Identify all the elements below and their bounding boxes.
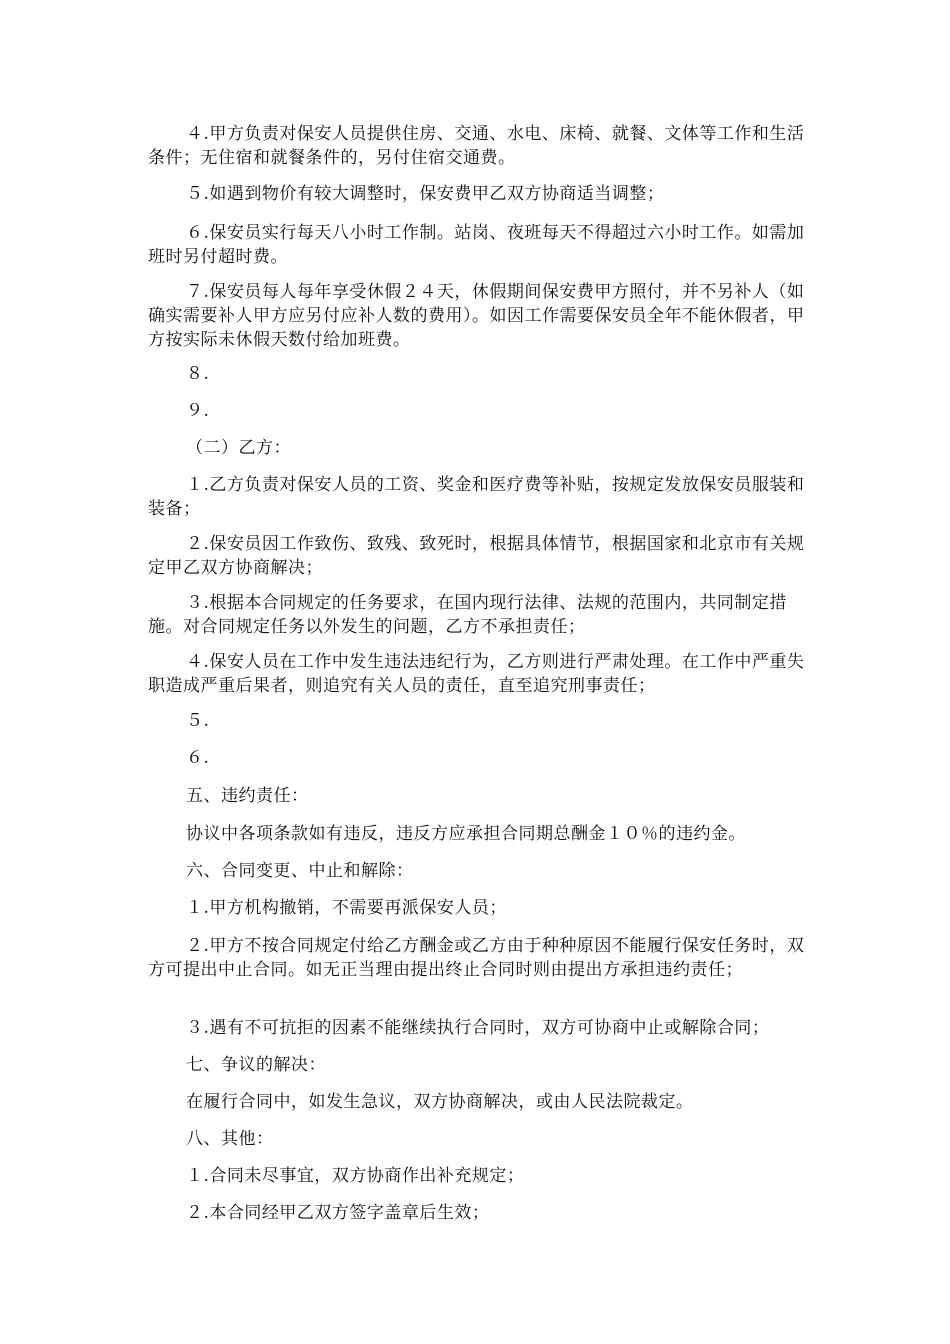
paragraph-breach: 协议中各项条款如有违反，违反方应承担合同期总酬金１０％的违约金。	[186, 824, 746, 844]
paragraph-jia-7: ７.保安员每人每年享受休假２４天，休假期间保安费甲方照付，并不另补人（如确实需要补人甲方应另付应补人数的费用）。如因工作需要保安员全年不能休假者，甲方按实际未休假天数付给加班费。	[148, 282, 805, 350]
paragraph-yi-6: ６.	[186, 748, 210, 768]
section-eight-heading: 八、其他：	[186, 1129, 274, 1149]
paragraph-jia-8: ８.	[186, 364, 210, 384]
paragraph-jia-5: ５.如遇到物价有较大调整时，保安费甲乙双方协商适当调整；	[186, 184, 665, 204]
paragraph-jia-9: ９.	[186, 401, 210, 421]
paragraph-yi-2: ２.保安员因工作致伤、致残、致死时，根据具体情节，根据国家和北京市有关规定甲乙双方协商解决；	[148, 534, 805, 578]
paragraph-six-3: ３.遇有不可抗拒的因素不能继续执行合同时，双方可协商中止或解除合同；	[186, 1018, 770, 1038]
paragraph-yi-4: ４.保安人员在工作中发生违法违纪行为，乙方则进行严肃处理。在工作中严重失职造成严重后果者，则追究有关人员的责任，直至追究刑事责任；	[148, 652, 805, 696]
paragraph-eight-2: ２.本合同经甲乙双方签字盖章后生效；	[186, 1203, 490, 1223]
paragraph-six-2: ２.甲方不按合同规定付给乙方酬金或乙方由于种种原因不能履行保安任务时，双方可提出中止合同。如无正当理由提出终止合同时则由提出方承担违约责任；	[148, 936, 805, 980]
paragraph-jia-4: ４.甲方负责对保安人员提供住房、交通、水电、床椅、就餐、文体等工作和生活条件；无住宿和就餐条件的，另付住宿交通费。	[148, 124, 805, 168]
paragraph-yi-3: ３.根据本合同规定的任务要求，在国内现行法律、法规的范围内，共同制定措施。对合同规定任务以外发生的问题，乙方不承担责任；	[148, 593, 787, 637]
paragraph-eight-1: １.合同未尽事宜，双方协商作出补充规定；	[186, 1166, 525, 1186]
section-seven-heading: 七、争议的解决：	[186, 1055, 326, 1075]
paragraph-dispute: 在履行合同中，如发生急议，双方协商解决，或由人民法院裁定。	[186, 1092, 694, 1112]
section-five-heading: 五、违约责任：	[186, 786, 309, 806]
paragraph-yi-5: ５.	[186, 711, 210, 731]
section-six-heading: 六、合同变更、中止和解除：	[186, 861, 414, 881]
paragraph-jia-6: ６.保安员实行每天八小时工作制。站岗、夜班每天不得超过六小时工作。如需加班时另付超时费。	[148, 223, 805, 267]
paragraph-six-1: １.甲方机构撤销，不需要再派保安人员；	[186, 898, 507, 918]
section-yi-heading: （二）乙方：	[186, 438, 291, 458]
paragraph-yi-1: １.乙方负责对保安人员的工资、奖金和医疗费等补贴，按规定发放保安员服装和装备；	[148, 475, 805, 519]
